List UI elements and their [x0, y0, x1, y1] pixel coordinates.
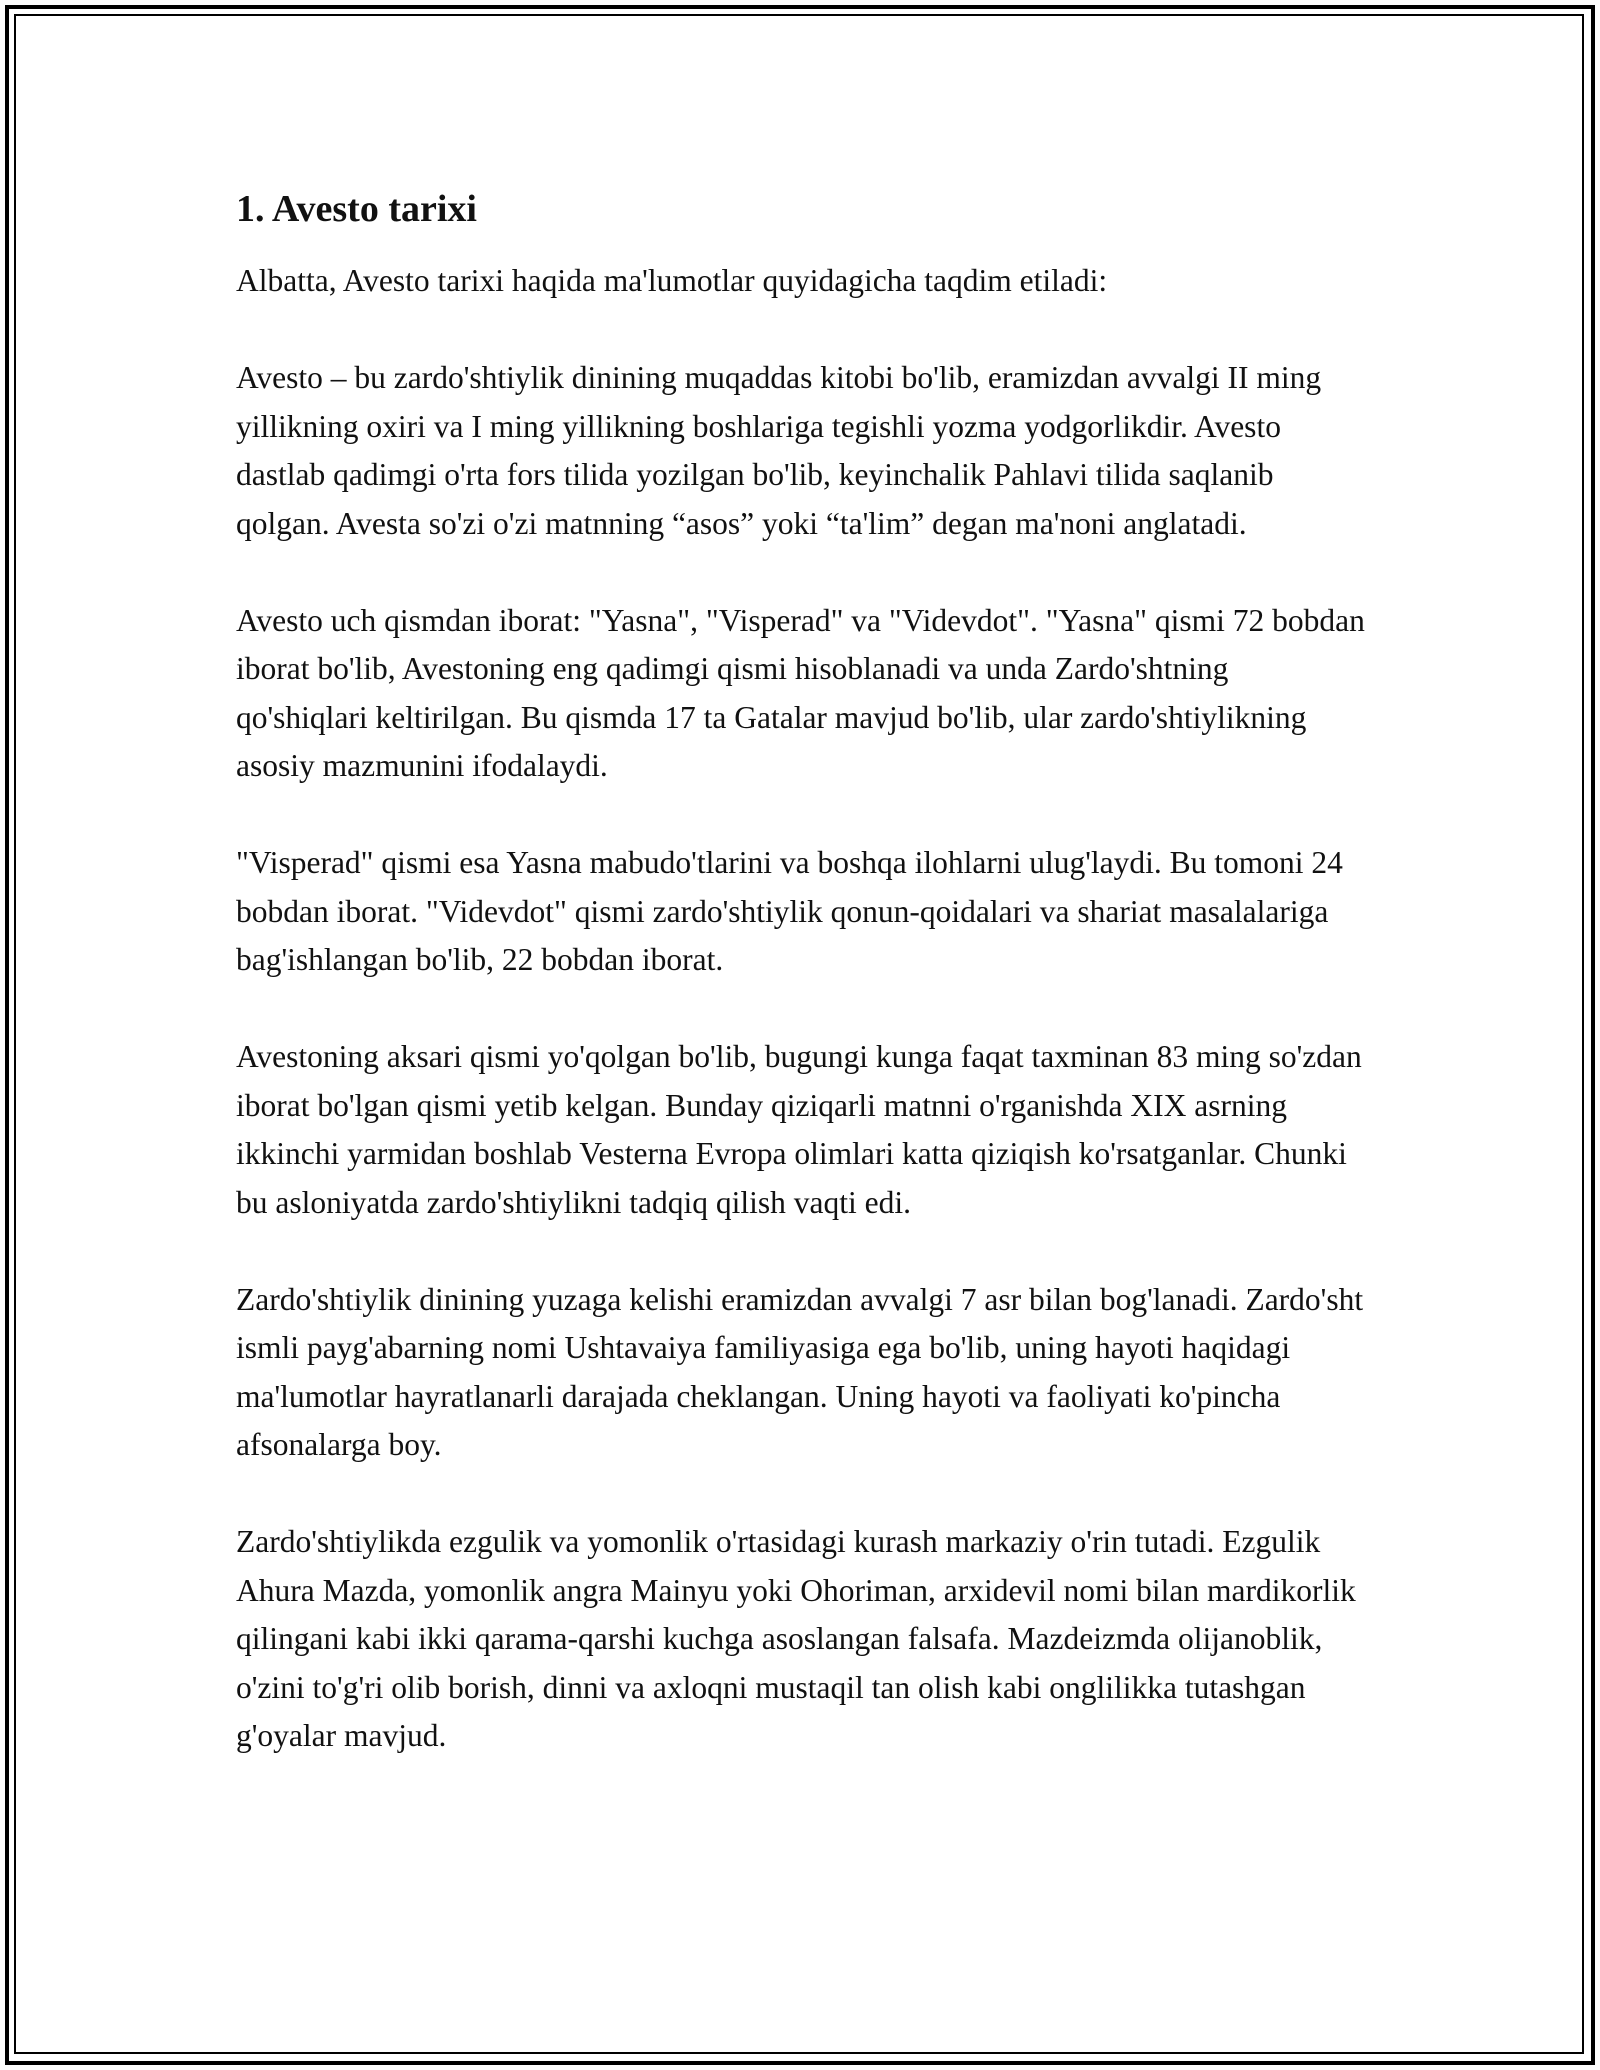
- section-heading: 1. Avesto tarixi: [236, 188, 477, 230]
- intro-paragraph: Albatta, Avesto tarixi haqida ma'lumotlar quyidagicha taqdim etiladi:: [236, 263, 1108, 298]
- paragraph-avesto-parts: Avesto uch qismdan iborat: "Yasna", "Visperad" va "Videvdot". "Yasna" qismi 72 bobdan iborat bo'lib, Avestoning eng qadimgi qismi hisoblanadi va unda Zardo'shtning qo'shiqlari keltirilgan. Bu qismda 17 ta Gatalar mavjud bo'lib, ular zardo'shtiylikning asosiy mazmunini ifodalaydi.: [236, 602, 1365, 783]
- paragraph-good-and-evil: Zardo'shtiylikda ezgulik va yomonlik o'rtasidagi kurash markaziy o'rin tutadi. Ezgulik Ahura Mazda, yomonlik angra Mainyu yoki Ohoriman, arxidevil nomi bilan mardikorlik qilingani kabi ikki qarama-qarshi kuchga asoslangan falsafa. Mazdeizmda olijanoblik, o'zini to'g'ri olib borish, dinni va axloqni mustaqil tan olish kabi onglilikka tutashgan g'oyalar mavjud.: [236, 1524, 1356, 1753]
- paragraph-zoroastrianism-origin: Zardo'shtiylik dinining yuzaga kelishi eramizdan avvalgi 7 asr bilan bog'lanadi. Zardo'sht ismli payg'abarning nomi Ushtavaiya familiyasiga ega bo'lib, uning hayoti haqidagi ma'lumotlar hayratlanarli darajada cheklangan. Uning hayoti va faoliyati ko'pincha afsonalarga boy.: [236, 1281, 1364, 1462]
- paragraph-avesto-definition: Avesto – bu zardo'shtiylik dinining muqaddas kitobi bo'lib, eramizdan avvalgi II ming yillikning oxiri va I ming yillikning boshlariga tegishli yozma yodgorlikdir. Avesto dastlab qadimgi o'rta fors tilida yozilgan bo'lib, keyinchalik Pahlavi tilida saqlanib qolgan. Avesta so'zi o'zi matnning “asos” yoki “ta'lim” degan ma'noni anglatadi.: [236, 360, 1322, 541]
- paragraph-lost-parts: Avestoning aksari qismi yo'qolgan bo'lib, bugungi kunga faqat taxminan 83 ming so'zdan iborat bo'lgan qismi yetib kelgan. Bunday qiziqarli matnni o'rganishda XIX asrning ikkinchi yarmidan boshlab Vesterna Evropa olimlari katta qiziqish ko'rsatganlar. Chunki bu asloniyatda zardo'shtiylikni tadqiq qilish vaqti edi.: [236, 1039, 1362, 1220]
- document-body: [236, 185, 1366, 1809]
- paragraph-visperad-videvdot: "Visperad" qismi esa Yasna mabudo'tlarini va boshqa ilohlarni ulug'laydi. Bu tomoni 24 bobdan iborat. "Videvdot" qismi zardo'shtiylik qonun-qoidalari va shariat masalalariga bag'ishlangan bo'lib, 22 bobdan iborat.: [236, 845, 1343, 977]
